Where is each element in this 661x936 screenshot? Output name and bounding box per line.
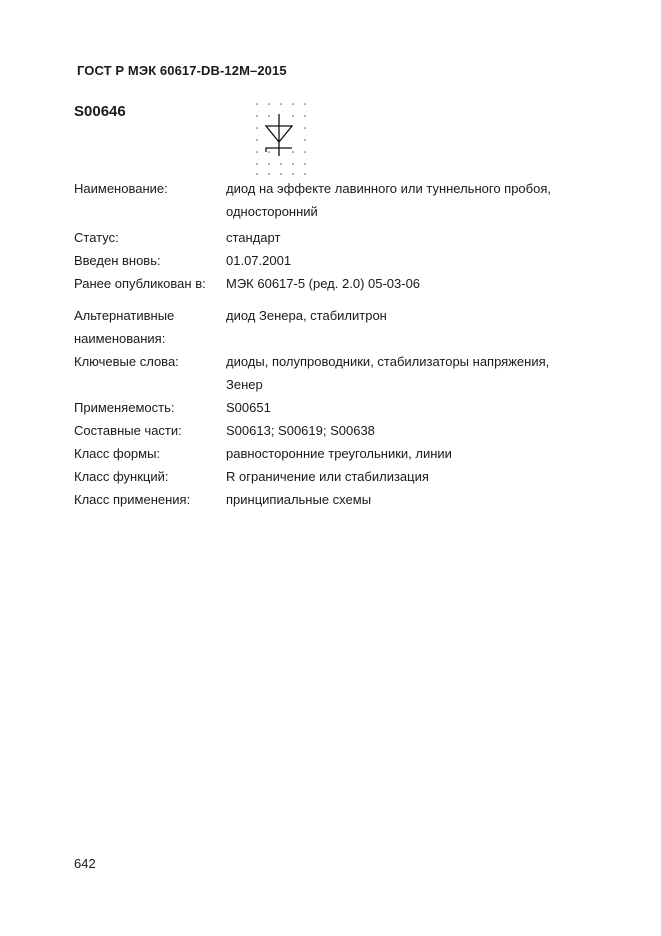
field-value bbox=[226, 177, 586, 223]
field-value-line: 01.07.2001 bbox=[226, 253, 292, 268]
field-label bbox=[74, 272, 224, 295]
field-label bbox=[74, 304, 224, 350]
field-label bbox=[74, 226, 224, 249]
field-label-line: Ключевые слова: bbox=[74, 354, 179, 369]
field-label bbox=[74, 177, 224, 200]
field-label-line: Наименование: bbox=[74, 181, 168, 196]
field-label-line: Класс функций: bbox=[74, 469, 169, 484]
field-value bbox=[226, 249, 586, 272]
field-value-line: МЭК 60617-5 (ред. 2.0) 05-03-06 bbox=[226, 276, 421, 291]
field-value bbox=[226, 488, 586, 511]
field-label-line: Составные части: bbox=[74, 423, 182, 438]
field-label-line: наименования: bbox=[74, 331, 166, 346]
document-header: ГОСТ Р МЭК 60617-DB-12M–2015 bbox=[77, 63, 287, 78]
field-label-line: Применяемость: bbox=[74, 400, 175, 415]
field-value bbox=[226, 465, 586, 488]
field-value bbox=[226, 396, 586, 419]
field-label-line: Введен вновь: bbox=[74, 253, 161, 268]
field-label-line: Ранее опубликован в: bbox=[74, 276, 206, 291]
field-label-line: Класс формы: bbox=[74, 446, 161, 461]
field-value-line: стандарт bbox=[226, 230, 281, 245]
field-value bbox=[226, 304, 586, 327]
field-label bbox=[74, 465, 224, 488]
field-label bbox=[74, 442, 224, 465]
field-value-line: S00651 bbox=[226, 400, 271, 415]
field-value-line: S00613; S00619; S00638 bbox=[226, 423, 375, 438]
field-label bbox=[74, 419, 224, 442]
field-value bbox=[226, 419, 586, 442]
symbol-code: S00646 bbox=[74, 103, 126, 120]
field-label bbox=[74, 249, 224, 272]
field-label-line: Статус: bbox=[74, 230, 119, 245]
field-label bbox=[74, 396, 224, 419]
field-value bbox=[226, 226, 586, 249]
field-value-line: принципиальные схемы bbox=[226, 492, 372, 507]
field-value-line: Зенер bbox=[226, 377, 263, 392]
field-value-line: диод на эффекте лавинного или туннельного пробоя, bbox=[226, 181, 551, 196]
field-value-line: односторонний bbox=[226, 204, 318, 219]
field-value-line: диоды, полупроводники, стабилизаторы напряжения, bbox=[226, 354, 550, 369]
field-value bbox=[226, 272, 586, 295]
field-value bbox=[226, 442, 586, 465]
field-label-line: Альтернативные bbox=[74, 308, 175, 323]
field-value-line: диод Зенера, стабилитрон bbox=[226, 308, 387, 323]
field-label bbox=[74, 488, 224, 511]
field-value-line: R ограничение или стабилизация bbox=[226, 469, 429, 484]
field-label-line: Класс применения: bbox=[74, 492, 191, 507]
field-value bbox=[226, 350, 586, 396]
page-number: 642 bbox=[74, 856, 96, 871]
field-label bbox=[74, 350, 224, 373]
field-value-line: равносторонние треугольники, линии bbox=[226, 446, 452, 461]
zener-diode-icon bbox=[252, 98, 312, 178]
